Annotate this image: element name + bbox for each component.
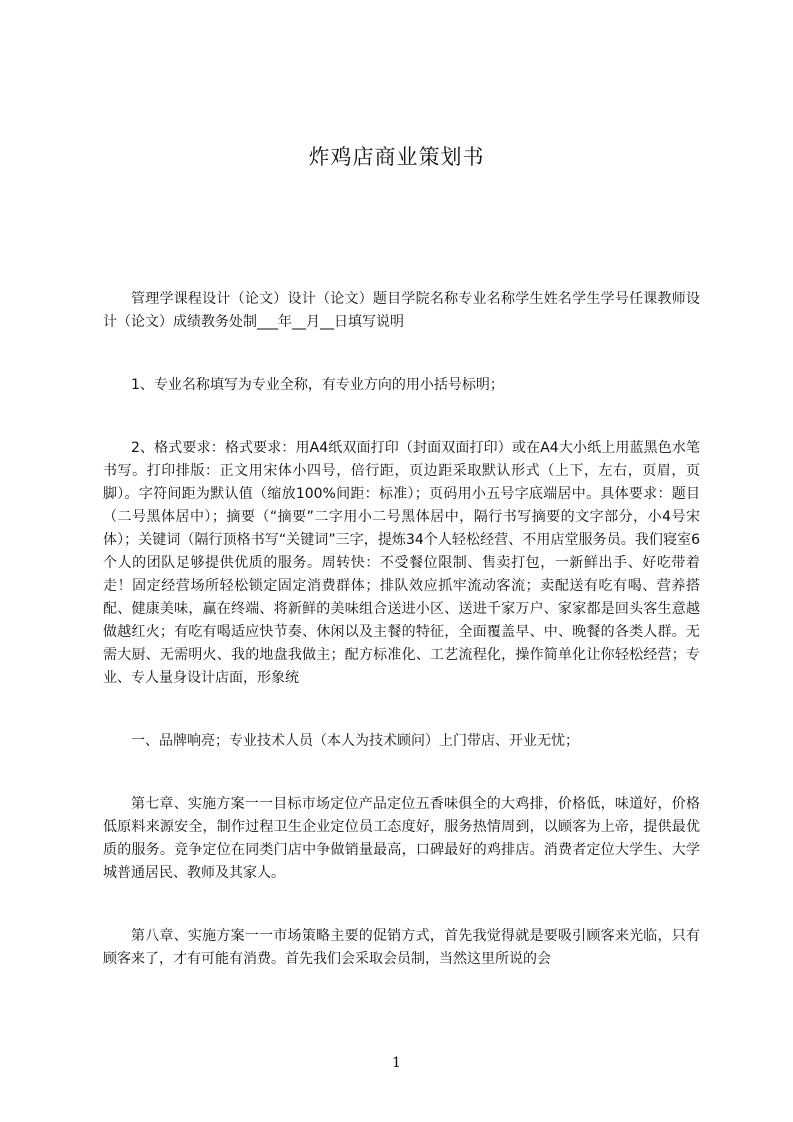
paragraph-intro: 管理学课程设计（论文）设计（论文）题目学院名称专业名称学生姓名学生学号任课教师设计（论文）成绩教务处制___年__月__日填写说明 [103, 291, 700, 330]
document-body [103, 288, 700, 1011]
paragraph-brand: 一、品牌响亮；专业技术人员（本人为技术顾问）上门带店、开业无忧； [131, 733, 579, 749]
page-number: 1 [392, 1055, 401, 1071]
paragraph-item-2: 2、格式要求：格式要求：用A4纸双面打印（封面双面打印）或在A4大小纸上用蓝黑色水笔书写。打印排版：正文用宋体小四号，倍行距，页边距采取默认形式（上下，左右，页眉，页脚）。字符间距为默认值（缩放100%间距：标准）；页码用小五号字底端居中。具体要求：题目（二号黑体居中）；摘要（“摘要”二字用小二号黑体居中，隔行书写摘要的文字部分，小4号宋体）；关键词（隔行顶格书写“关键词”三字，提炼34个人轻松经营、不用店堂服务员。我们寝室6个人的团队足够提供优质的服务。周转快：不受餐位限制、售卖打包，一新鲜出手、好吃带着走！固定经营场所轻松锁定固定消费群体；排队效应抓牢流动客流；卖配送有吃有喝、营养搭配、健康美味，赢在终端、将新鲜的美味组合送进小区、送进千家万户、家家都是回头客生意越做越红火；有吃有喝适应快节奏、休闲以及主餐的特征，全面覆盖早、中、晚餐的各类人群。无需大厨、无需明火、我的地盘我做主；配方标准化、工艺流程化，操作简单化让你轻松经营；专业、专人量身设计店面，形象统 [103, 440, 700, 686]
paragraph-item-1: 1、专业名称填写为专业全称，有专业方向的用小括号标明； [131, 377, 504, 393]
paragraph-chapter-7: 第七章、实施方案一一目标市场定位产品定位五香味俱全的大鸡排，价格低，味道好，价格低原料来源安全，制作过程卫生企业定位员工态度好，服务热情周到，以顾客为上帝，提供最优质的服务。竞争定位在同类门店中争做销量最高，口碑最好的鸡排店。消费者定位大学生、大学城普通居民、教师及其家人。 [103, 796, 700, 881]
paragraph-chapter-8: 第八章、实施方案一一市场策略主要的促销方式，首先我觉得就是要吸引顾客来光临，只有顾客来了，才有可能有消费。首先我们会采取会员制，当然这里所说的会 [103, 928, 700, 967]
document-title: 炸鸡店商业策划书 [308, 145, 485, 169]
